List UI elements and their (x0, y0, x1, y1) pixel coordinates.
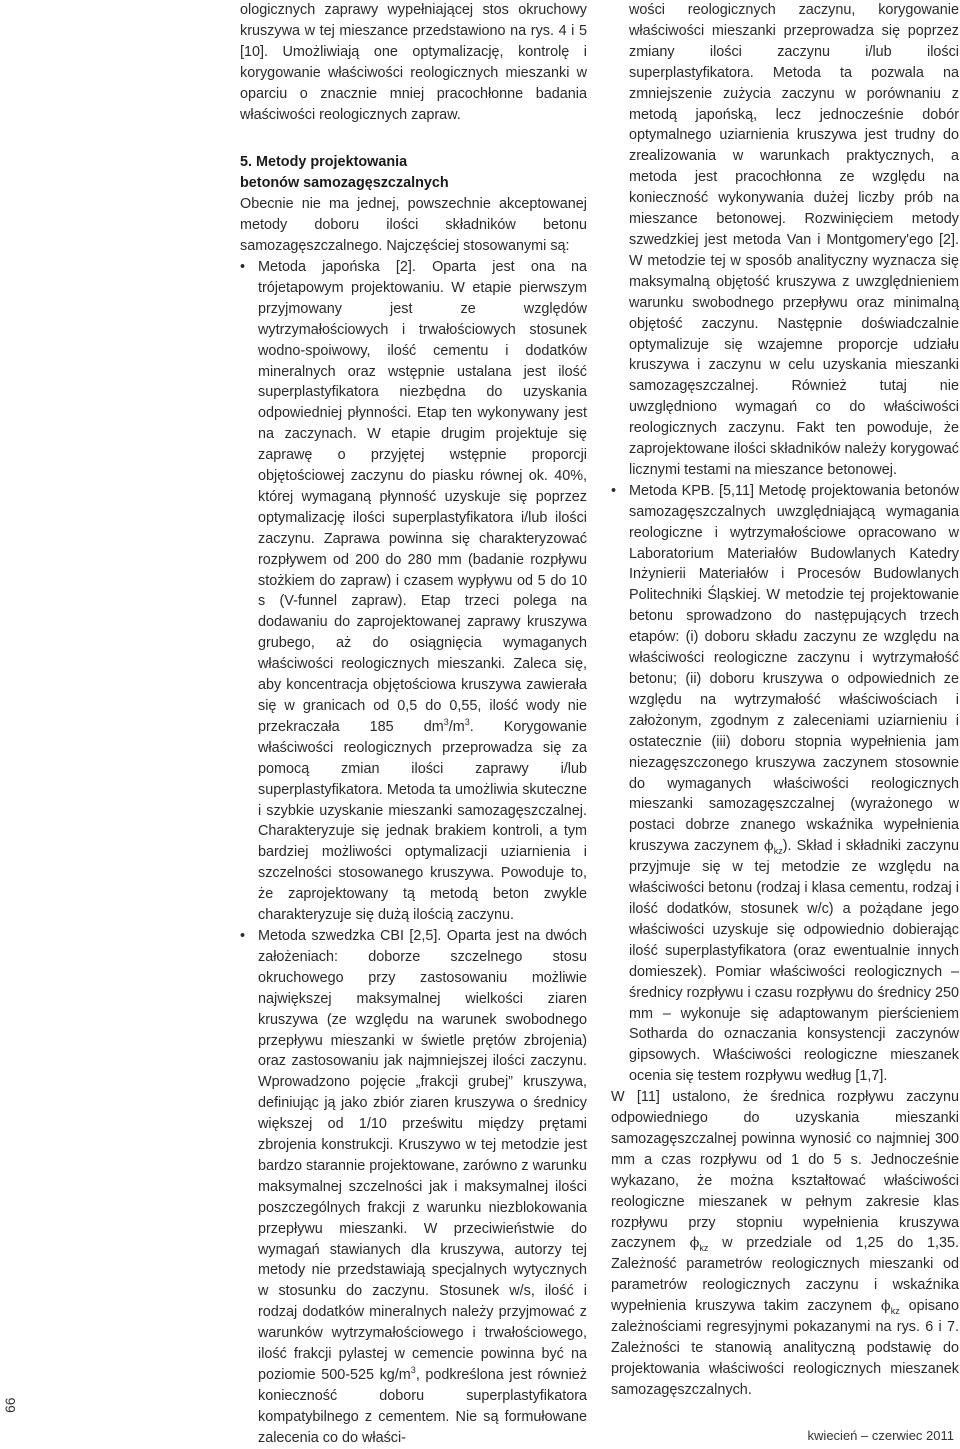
bullet-swedish-method (240, 926, 587, 1449)
final-paragraph: W [11] ustalono, że średnica rozpływu zaczynu odpowiedniego do uzyskania mieszanki samozagęszczalnej powinna wynosić co najmniej 300 mm a czas rozpływu od 1 do 5 s. Jednocześnie wykazano, że można kształtować właściwości reologiczne mieszanek w pełnym zakresie klas rozpływu przy stopniu wypełnienia kruszywa zaczynem $\phi_{kz}$ w przedziale od 1,25 do 1,35. Zależność parametrów reologicznych mieszanki od parametrów reologicznych zaczynu i wskaźnika wypełnienia kruszywa takim zaczynem $\phi_{kz}$ opisano zależnościami regresyjnymi pokazanymi na rys. 6 i 7. Zależności te stanowią analityczną podstawię do projektowania właściwości reologicznych mieszanek samozagęszczalnych. (611, 1089, 959, 1398)
section-number: 5. (240, 154, 253, 171)
section-title-line1: Metody projektowania (256, 154, 408, 171)
bullet-continuation (611, 0, 959, 481)
bullet-text: Metoda szwedzka CBI [2,5]. Oparta jest na dwóch założeniach: doborze szczelnego stosu okruchowego przy zastosowaniu możliwie największej maksymalnej wielkości ziaren kruszywa (ze względu na warunek swobodnego przepływu mieszanki w świetle prętów zbrojenia) oraz zastosowaniu jak najmniejszej ilości zaczynu. Wprowadzono pojęcie „frakcji grubej” kruszywa, definiując ją jako zbiór ziaren kruszywa o średnicy większej od 1/10 prześwitu między prętami zbrojenia konstrukcji. Kruszywo w tej metodzie jest bardzo starannie projektowane, zarówno z warunku maksymalnej szczelności jak i maksymalnej ilości poszczególnych frakcji z warunku niezblokowania przepływu mieszanki. W przeciwieństwie do wymagań stawianych dla kruszywa, autorzy tej metody nie przedstawiają specjalnych wytycznych w stosunku do zaczynu. Stosunek w/s, ilość i rodzaj dodatków mineralnych należy przyjmować z warunków wytrzymałościowego i trwałościowego, ilość frakcji pylastej w cemencie powinna być na poziomie 500-525 $kg/m^3$, podkreślona jest również konieczność doboru superplastyfikatora kompatybilnego z cementem. Nie są formułowane zalecenia co do właści- (258, 927, 587, 1446)
footer-date: kwiecień – czerwiec 2011 (807, 1428, 954, 1443)
section-title-line2: betonów samozagęszczalnych (240, 175, 449, 192)
section-intro-paragraph: Obecnie nie ma jednej, powszechnie akceptowanej metody doboru ilości składników betonu samozagęszczalnego. Najczęściej stosowanymi są: (240, 196, 587, 255)
right-column (611, 0, 959, 1401)
bullet-text: Metoda KPB. [5,11] Metodę projektowania betonów samozagęszczalnych uwzględniającą wymagania reologiczne i wytrzymałościowe opracowano w Laboratorium Materiałów Budowlanych Katedry Inżynierii Materiałów i Procesów Budowlanych Politechniki Śląskiej. W metodzie tej projektowanie betonu sprowadzono do następujących trzech etapów: (i) doboru składu zaczynu ze względu na właściwości reologiczne zaczynu i wytrzymałość betonu; (ii) doboru kruszywa o odpowiednich ze względu na wytrzymałość właściwościach i założonym, zgodnym z zaleceniami uziarnieniu i ostatecznie (iii) doboru stopnia wypełnienia jam niezagęszczonego kruszywa zaczynem stosownie do wymaganych właściwości reologicznych mieszanki samozagęszczalnej (wyrażonego w postaci dobrze znanego wskaźnika wypełnienia kruszywa zaczynem $\phi_{kz}$). Skład i składniki zaczynu przyjmuje się w tej metodzie ze względu na właściwości betonu (rodzaj i klasa cementu, rodzaj i ilość dodatków, stosunek w/c) a pożądane jego właściwości uzyskuje się odpowiednio dobierając ilość superplastyfikatora (oraz ewentualnie innych domieszek). Pomiar właściwości reologicznych – średnicy rozpływu i czasu rozpływu do średnicy 250 mm – wykonuje się adaptowanym pierścieniem Sotharda do oznaczania konsystencji zaczynów gipsowych. Właściwości reologiczne mieszanek ocenia się testem rozpływu według [1,7]. (629, 482, 959, 1085)
left-column (240, 0, 587, 1449)
bullet-japanese-method (240, 257, 587, 926)
intro-paragraph: ologicznych zaprawy wypełniającej stos okruchowy kruszywa w tej mieszance przedstawiono na rys. 4 i 5 [10]. Umożliwiają one optymalizację, kontrolę i korygowanie właściwości reologicznych mieszanki w oparciu o znacznie mniej pracochłonne badania właściwości reologicznych zapraw. (240, 2, 587, 123)
bullet-text: Metoda japońska [2]. Oparta jest ona na trójetapowym projektowaniu. W etapie pierwszym przyjmowany jest ze względów wytrzymałościowych i trwałościowych stosunek wodno-spoiwowy, ilość cementu i dodatków mineralnych oraz wstępnie ustalana jest ilość superplastyfikatora niezbędna do uzyskania odpowiedniej płynności. Etap ten wykonywany jest na zaczynach. W etapie drugim projektuje się zaprawę o przyjętej wstępnie proporcji objętościowej zaczynu do piasku równej ok. 40%, której wymaganą płynność uzyskuje się poprzez optymalizację ilości superplastyfikatora i/lub ilości zaczynu. Zaprawa powinna się charakteryzować rozpływem od 200 do 280 mm (badanie rozpływu stożkiem do zapraw) i czasem wypływu od 5 do 10 s (V-funnel zapraw). Etap trzeci polega na dodawaniu do zaprojektowanej zaprawy kruszywa grubego, aż do osiągnięcia wymaganych właściwości reologicznych mieszanki. Zaleca się, aby koncentracja objętościowa kruszywa zawierała się w granicach od 0,5 do 0,55, ilość wody nie przekraczała 185 $dm^3/m^3$. Korygowanie właściwości reologicznych przeprowadza się za pomocą zmian ilości zaprawy i/lub superplastyfikatora. Metoda ta umożliwia skuteczne i szybkie uzyskanie mieszanki samozagęszczalnej. Charakteryzuje się jednak brakiem kontroli, a tym bardziej możliwości optymalizacji uziarnienia i szczelności stosowanego kruszywa. Powoduje to, że zaprojektowany tą metodą beton zwykle charakteryzuje się dużą ilością zaczynu. (258, 258, 587, 924)
bullet-icon: • (240, 258, 246, 275)
page-number: 66 (2, 1397, 18, 1413)
section-heading (240, 152, 587, 194)
bullet-icon: • (611, 482, 617, 499)
bullet-icon: • (240, 927, 246, 944)
continuation-paragraph: wości reologicznych zaczynu, korygowanie właściwości mieszanki przeprowadza się poprzez zmiany ilości zaczynu i/lub ilości superplastyfikatora. Metoda ta pozwala na zmniejszenie zużycia zaczynu w porównaniu z metodą japońską, lecz jednocześnie dobór optymalnego uziarnienia kruszywa jest trudny do zrealizowania w warunkach praktycznych, a metoda jest pracochłonna ze względu na konieczność wykonywania dużej liczby prób na mieszance betonowej. Rozwinięciem metody szwedzkiej jest metoda Van i Montgomery'ego [2]. W metodzie tej w sposób analityczny wyznacza się maksymalną objętość kruszywa z uwzględnieniem warunku swobodnego przepływu oraz minimalną objętość zaczynu. Następnie doświadczalnie optymalizuje się wzajemne proporcje udziału kruszywa i zaczynu w celu uzyskania mieszanki samozagęszczalnej. Również tutaj nie uwzględniono wymagań co do właściwości reologicznych zaczynu. Fakt ten powoduje, że zaprojektowane ilości składników należy korygować licznymi testami na mieszance betonowej. (629, 2, 959, 478)
bullet-kpb-method (611, 481, 959, 1087)
